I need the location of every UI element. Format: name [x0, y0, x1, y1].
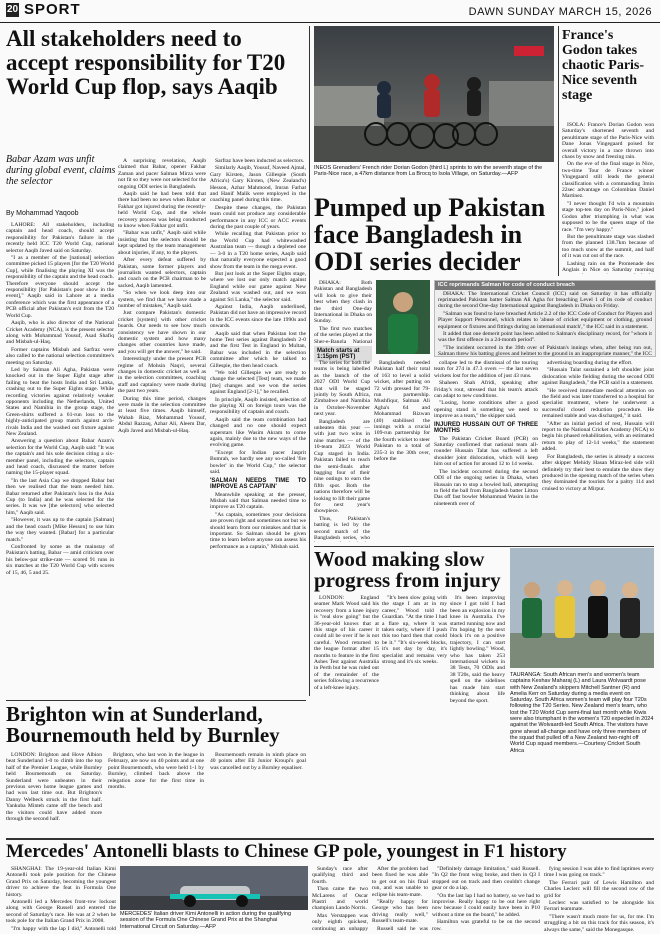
aaqib-column-2: A surprising revelation, Aaqib claimed that Babar, opener Fakhar Zaman and pacer Salman Mirza were not fit so they were not selected for the ongoing ODI series in Bangladesh. Aaqib said he had been told that there had been no news when Babar or Fakhar got injured during the recently-held World Cup, and the whole recovery process was being conducted to know when Fakhar got unfit. "Babar was unfit," Aaqib said while insisting that the selectors should be kept updated by the team management about injuries, if any, to the players. After every defeat suffered by Pakistan, some former players and journalists wanted selectors, captain and coach on the PCB chairman to be sacked, Aaqib lamented. "So when we look deep into our system, we find that we have made a number of mistakes," Aaqib said. Just compare Pakistan's domestic cricket [system] with other cricket boards. Our needs to see how much consistency we have shown in our domestic system and how many changes other countries have made, and you will get the answer," he said. Interestingly under the present PCB regime of Mohsin Naqvi, several changes in domestic cricket as well as in the selection committees, coaching staff and captaincy were made during the past two years. During this time period, changes were made in the selection committee at least five times. Aaqib himself, Wahab Riaz, Mohammad Yousuf, Abdul Razzaq, Azhar Ali, Aleem Dar, Aqib Javed and Misbah-ul-Haq.	[118, 158, 206, 434]
captains-caption: TAURANGA: South African men's and women's team captains Keshav Maharaj (L) and Laura Wolvaardt pose with New Zealand's skippers Mitchell Santner (R) and Amelia Kerr on Saturday during a media event on Saturday. South Africa women's team will play four T20s following the T20 Series. New Zealand men's team, who lost the T20 World Cup semi-final last month while Kiwis were also triumphant in the women's T20 expected in 2024 against the Wolvaardt-led South Africa. The visitors have gone ahead all-change and have only three members of the squad that pulled off a New Zealand two-night off World Cup squad members.—Courtesy Cricket South Africa	[510, 672, 654, 754]
odi-column-1: DHAKA: Both Pakistan and Bangladesh will look to give their best when they clash in the third One-day International in Dhaka on Sunday. The first two matches of the series played at the Sher-e-Bangla National	[314, 280, 372, 343]
antonelli-photo	[120, 866, 308, 910]
page-header	[0, 0, 660, 23]
icc-reprimand-box	[434, 280, 656, 357]
brighton-headline: Brighton win at Sunderland, Bournemouth held by Burnley	[6, 702, 280, 747]
godon-column: ISOLA: France's Dorian Godon won Saturday's shortened seventh and penultimate stage of the Paris-Nice with Dane Jonas Vingegaard poised for overall victory in a race thrown into chaos by snow and freezing rain. On the eve of the final stage in Nice, two-time Tour de France winner Vingegaard still leads the general classification with a commanding 3min 22sec advantage on Colombian Daniel Martinez. "I never thought I'd win a mountain stage top-ten day on Paris-Nice," joked Godon after triumphing in what was supposed to be the queen stage of the race. "I'm very happy." But the penultimate stage was slashed from the planned 138.7km because of too much snow at the summit, and half of it was cut out of the race. Lashing rain on the Promenade des Anglais in Nice on Saturday morning	[562, 122, 654, 273]
antonelli-column-4: "Definitely damage limitation," said Russell. "In Q2 the front wing broke, and then in Q3 I stopped out on track and then couldn't change gear or do a lap. "On the last lap I had no battery, so we had to improvise. Really happy to be out here right now because I could easily have been in P10 without a time on the board," he added. Hamilton was grateful to be on the second row.	[432, 866, 540, 932]
wood-headline: Wood making slow progress from injury	[314, 547, 501, 592]
captains-photo	[510, 548, 654, 668]
antonelli-column-5: fying session I was able to find laptimes every time I was going on track." The Ferrari pair of Lewis Hamilton and Charles Leclerc will fill the second row of the grid for Leclerc was satisfied to be alongside his Ferrari teammate. "There wasn't much more for us, for me. I'm struggling a bit on this track for this season, it's always the same," said the Monegasque.	[544, 866, 654, 932]
paris-nice-caption: INEOS Grenadiers' French rider Dorian Godon (third L) sprints to win the seventh stage of the Paris-Nice race, a 47km distance from La Brocq to Isola Village, on Saturday.—AFP	[314, 165, 543, 178]
page-number: 20	[6, 4, 19, 15]
antonelli-column-3: After the problem had been fixed he was able to get out on his final run, and was unable to eclipse his team-mate. "Really happy for George who has been driving really well," Russell's team-mate. Russell said he was	[372, 866, 428, 932]
brighton-column-2: Brighton, who last won in the league in February, are now on 40 points and at one point Bournemouth, who were held 1-1 by Burnley, climbed back above the relegation zone for the first time in months.	[108, 752, 204, 791]
wood-column-3: It's been improving since I got told I had been an explosion in my knee in Australia. I've started running now and I'm hoping by the next block it's on a positive trajectory, I can start lightly bowling." Wood, who has taken 253 international wickets in 38 Tests, 70 ODIs and 38 T20s, said the heavy spell on the sidelines has made him start thinking about life beyond the sport.	[450, 595, 505, 704]
antonelli-caption: MERCEDES' Italian driver Kimi Antonelli in action during the qualifying session of the Formula One Chinese Grand Prix at the Shanghai International Circuit on Saturday.—AFP	[120, 911, 292, 930]
box-title: ICC reprimands Salman for code of conduct breach	[435, 281, 655, 290]
brighton-column-1: LONDON: Brighton and Hove Albion beat Sunderland 1-0 to climb into the top half of the Premier League, while Burnley held Bournemouth on Saturday. Sunderland were unbeaten in their previous seven home league games and had won last time out. But Brighton's Danny Welbeck struck in the first half. Yankuba Minteh came off the bench and the visitors could have added more through the second half.	[6, 752, 102, 823]
box-body: DHAKA: The International Cricket Council (ICC) said on Saturday it has officially reprimanded Pakistan batter Salman Ali Agha for breaching Level 1 of its code of conduct during the second One-day International against Bangladesh in Dhaka on Friday. "Salman was found to have breached Article 2.2 of the ICC Code of Conduct for Players and Player Support Personnel, which relates to 'abuse of cricket equipment or clothing, ground equipment or fixtures and fittings during an international match'," the ICC said in a statement. It added that one demerit point has been added to Salman's disciplinary record, for "whom it was the first offence in a 24-month period". "The incident occurred in the 39th over of Pakistan's innings when, after being run out, Salman threw his batting gloves and helmet to the ground in an inappropriate manner," the ICC	[438, 290, 652, 356]
aaqib-subhead: 'SALMAN NEEDS TIME TO IMPROVE AS CAPTAIN'	[210, 477, 306, 490]
antonelli-headline: Mercedes' Antonelli blasts to Chinese GP pole, youngest in F1 history	[6, 841, 567, 862]
section-title: SPORT	[24, 1, 81, 18]
antonelli-column-1: SHANGHAI: The 19-year-old Italian Kimi Antonelli took pole position for the Chinese Grand Prix on Saturday, becoming the youngest driver to achieve the feat in Formula One history. Antonelli led a Mercedes front-row lockout along with George Russell and entered the second of Saturday's race. He was at 2 when he took pole for the Italian Grand Prix in 2008. "I'm happy with the lap I did," Antonelli told	[6, 866, 116, 932]
godon-headline: France's Godon takes chaotic Paris-Nice seventh stage	[562, 28, 645, 103]
antonelli-column-2: Sunday's race after qualifying third and fourth. Then came the two McLarens of Oscar Piastri and world champion Lando Norris. Max Verstappen was only eighth quickest, continuing an unhappy	[312, 866, 368, 932]
column-divider	[309, 26, 310, 696]
aaqib-deck: Babar Azam was unfit during global event, claims the selector	[6, 154, 116, 187]
pakistan-team-photo	[376, 280, 430, 354]
odi-column-5: advertising boarding during the effort. "Hussain Talat sustained a left shoulder joint dislocation while fielding during the second ODI against Bangladesh," the PCB said in a statement. "He received immediate medical attention on the field and was later transferred to a hospital for specialist treatment, where he underwent a successful closed reduction procedure. He remained stable and was discharged," it said. "After an initial period of rest, Hussain will report to the National Cricket Academy (NCA) to begin his phased rehabilitation, with an estimated return to play of 12-14 weeks," the statement added. For Bangladesh, the series is already a success after skipper Mehidy Hasan Miraz-led side will definitely try their best to emulate the show they produced in the opening match of the series when they dominated the tourists for a paltry 114 and cruised to victory at Mirpur.	[542, 360, 654, 492]
section-rule	[6, 838, 654, 840]
wood-column-2: "It's been slow going with the stage I am at in my career," Wood told the Guardian. "At the time I had a flare up, where it was taken early, where if I push this too hard then that could be it." "It's six-week blocks, it's not day by day, it's specialist and remains very strong and it's six weeks.	[382, 595, 447, 666]
match-time-tag: Match starts at 1:15pm (PST)	[314, 346, 372, 362]
aaqib-byline: By Mohammad Yaqoob	[6, 210, 79, 217]
aaqib-headline: All stakeholders need to accept responsibility for T20 World Cup flop, says Aaqib	[6, 26, 286, 99]
aaqib-column-3: Sarfraz have been inducted as selectors. Similarly Aaqib, Yousuf, Naveed Ajmal, Gary Kirsten, Jason Gillespie (South Africa's) Gary Kirsten, (New Zealand's) Hesson, Azhar Mahmood, Imran Farhat and Hanif Malik were employed in the coaching panel during this time. Despite these changes, the Pakistan team could not produce any considerable performance in any ICC or ACC events during the past couple of years. While recalling that Pakistan prior to the World Cup had whitewashed Australian team — though a depleted one — 3-0 in a T20 home series, Aaqib said that naturally everyone expected a good show from the team in the mega event. But just look at the Super Eights stage, where we lost our only match against England while our game against New Zealand was washed out, and we won against Sri Lanka," the selector said. Against India, Aaqib underlined, Pakistan did not have an impressive record in the ICC events since the late 1990s and onwards. Aaqib said that when Pakistan lost the home Test series against Bangladesh 2-0 and the first Test in England in Multan, Babar was included in the selection committee after which he talked to Gillespie, the then head coach. "We told Gillespie we are ready to change the selected [Test] team, we made [the] changes and we won the series against England [2-1]," he recalled. In principle, Aaqib insisted, selection of the playing XI on foreign tours was the responsibility of captain and coach. Aaqib said the team combination had changed and no one should expect superstars like Wasim Akram to come again, mainly due to the new ways of the evolving game. "Except for Indian pacer Jasprit Bumrah, we hardly see any so-called 'fire bowler' in the World Cup," the selector said. 'SALMAN NEEDS TIME TO IMPROVE AS CAPTAIN' Meanwhile speaking at the presser, Misbah said that Salman needed time to improve as T20 captain. "As captain, sometimes your decisions are proven right and sometimes not but we should learn from our mistakes and that is important. So Salman should be given time to learn before anyone can assess his performance as a captain," Misbah said.	[210, 158, 306, 550]
odi-column-2: The series for both the teams is being labelled as the launch of the 2027 ODI World Cup that will be staged jointly by South Africa, Zimbabwe and Namibia in October-November next year. Bangladesh are unbeaten this year — with just two wins in nine matches — of the 10-team 2023 World Cup staged in India. Pakistan failed to reach the semi-finals after bagging four of their nine outings to earn the fifth spot. Both the nations therefore will be looking to lift their game for next year's showpiece. Thus, Pakistan's batting is led by the second match of the Bangladesh series, who	[314, 360, 370, 541]
brighton-column-3: Bournemouth remain in ninth place on 40 points after Eli Junior Kroupi's goal was cancelled out by a Burnley equaliser.	[210, 752, 306, 771]
column-divider	[558, 26, 559, 276]
odi-headline: Pumped up Pakistan face Bangladesh in ODI series decider	[314, 193, 546, 276]
paper-date: DAWN SUNDAY MARCH 15, 2026	[468, 6, 652, 18]
section-rule	[6, 700, 306, 701]
paris-nice-photo	[314, 26, 554, 162]
odi-column-4: collapse led to the dismissal of the touring team for 274 in 47.3 overs — the last seven wickets lost for the addition of just 43 runs. Shaheen Shah Afridi, speaking after Friday's rout, stressed that his team's attack can adapt to new conditions. "Losing, home conditions after a good opening stand is something we need to improve as a team," the skipper said. INJURED HUSSAIN OUT OF THREE MONTHS The Pakistan Cricket Board (PCB) on Saturday confirmed that national team all-rounder Hussain Talat has suffered a left shoulder joint dislocation, which will keep him out of action for around 12 to 14 weeks. The incident occurred during the second ODI of the ongoing series in Dhaka, when Hussain ran to stop a bowled ball, attempting to field the ball from Bangladesh batter Litton Das off fast bowler Mohammad Wasim in the nineteenth over of	[434, 360, 538, 507]
wood-column-1: LONDON: England seamer Mark Wood said his recovery from a knee injury is "real slow going" but the 36-year-old knows that at this stage of his career it could all be over if he is not careful. Wood returned to the league format after 15 months to feature in the first Ashes Test against Australia in Perth but he was ruled out of the remainder of the series following a recurrence of a left-knee injury.	[314, 595, 379, 691]
aaqib-column-1: LAHORE: All stakeholders, including captain and head coach, should accept responsibility for Pakistan's failure in the recently held ICC T20 World Cup, national selector Aaqib Javed said on Saturday. "I as a member of the [national] selection committee picked 15 players [for the T20 World Cup], while finalising the playing XI was the responsibility of the captain and the head coach. Therefore everyone should accept the responsibility [for Pakistan's poor show in the event]," Aaqib said in Lahore at a media conference which was the first appearance of a PCB official after Pakistan's exit from the T20 World Cup. Aaqib, who is also director of the National Cricket Academy (NCA), is the present selector along with Mohammad Yousuf, Asad Shafiq and Misbah-ul-Haq. Former captains Misbah and Sarfraz were also called to the national selection committee's meeting on Saturday. Led by Salman Ali Agha, Pakistan were knocked out in the Super Eight stage after failing to beat the hosts India and Sri Lanka, crashing out to the Super Eights stage. While recording victories against relatively weaker opponents including the Netherlands, United States and Namibia in the group stage, the Green-shirts suffered a 61-run loss to the highly-anticipated group match against arch-rivals India and the washed out fixture against New Zealand. Answering a question about Babar Azam's selection for the World Cup, Aaqib said: "It was the captain's and his sole decision citing a six-member panel, including the selectors, captain and head coach, discussed the matter before naming the 15-player squad. "In the last Asia Cup we dropped Babar but then we realised that the team needed him. Babar returned after Pakistan's loss in the Asia Cup (to India) and he was selected for the series. It was we [the selectors] who selected him," Aaqib said. "However, it was up to the captain [Salman] and the head coach [Mike Hesson] to use him the way they wanted. [Babar] for a particular match." Confronted by some as the mainstay of Pakistan's batting, Babar — amid criticism over his below-par strike-rate — scored 91 runs in six matches at the T20 World Cup with scores of 15, 46, 5 and 25.	[6, 222, 114, 576]
injury-subhead: INJURED HUSSAIN OUT OF THREE MONTHS	[434, 421, 538, 434]
odi-column-3: Bangladesh needed Pakistan half their total of 163 to level a solid wicket, after putting on 72 with pressed for 79-run partnership. Mushfiqur, Salman Ali Agha's 64 and Mohammad Rizwan (40) stabilised the innings with a crucial 109-run partnership for the fourth wicket to steer Pakistan to a total of 235-3 in the 30th over, before the	[374, 360, 430, 463]
